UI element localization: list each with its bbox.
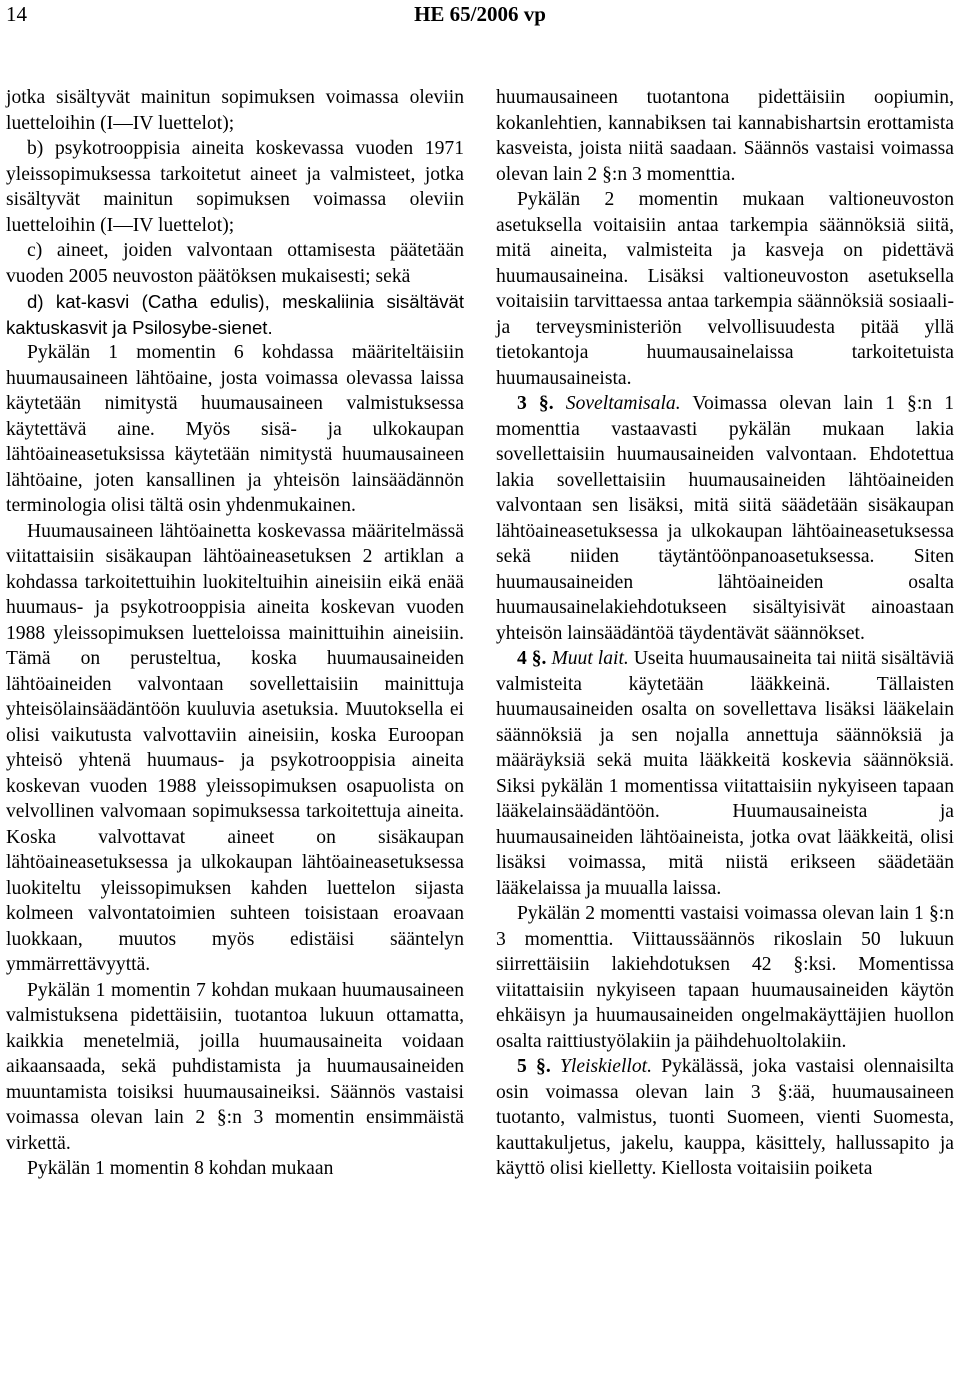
section-number: 4 §. — [517, 648, 547, 669]
page-number: 14 — [6, 2, 27, 26]
section-title: Yleiskiellot. — [560, 1056, 652, 1077]
section-text: Voimassa olevan lain 1 §:n 1 momenttia vastaavasti pykälän mukaan lakia sovellettaisiin huumausaineiden valvontaan. Ehdotettua lakia sovellettaisiin huumausaineiden lähtöaineiden valvontaan sen lisäksi, mitä siitä säädetään sisäkaupan lähtöaineasetuksessa ja ulkokaupan lähtöaineasetuksessa sekä niiden täytäntöönpanoasetuksessa. Siten huumausaineiden lähtöaineiden osalta huumausainelakiehdotukseen sisältyisivät ainoastaan yhteisön lainsäädäntöä täydentävät säännökset. — [496, 393, 955, 644]
right-column — [496, 85, 954, 1182]
paragraph: jotka sisältyvät mainitun sopimuksen voimassa oleviin luetteloihin (I—IV luettelot); — [6, 87, 464, 134]
paragraph: Huumausaineen lähtöainetta koskevassa määritelmässä viitattaisiin sisäkaupan lähtöaineasetuksen 2 artiklan a kohdassa tarkoitettuihin luokiteltuihin aineisiin eikä enää huumaus- ja psykotrooppisia aineita koskevan vuoden 1988 yleissopimuksen luetteloissa mainittuihin aineisiin. Tämä on perusteltua, koska huumausaineiden lähtöaineiden valvontaan sovellettaisiin mainittuja yhteisölainsäädäntöön kuuluvia asetuksia. Muutoksella ei olisi vaikutusta valvottaviin aineisiin, koska Euroopan yhteisö yhtenä huumaus- ja psykotrooppisia aineita koskevan vuoden 1988 yleissopimuksen osapuolista on velvollinen valvomaan sopimuksessa tarkoitettuja aineita. Koska valvottavat aineet on sisäkaupan lähtöaineasetuksessa ja ulkokaupan lähtöaineasetuksessa luokiteltu yleissopimuksen kahden luettelon sijasta kolmeen valvontatoimien suhteen toisistaan eroavaan luokkaan, muutos myös edistäisi sääntelyn ymmärrettävyyttä. — [6, 520, 464, 975]
paragraph: Pykälän 1 momentin 8 kohdan mukaan — [27, 1158, 334, 1179]
section-title: Soveltamisala. — [565, 393, 681, 414]
document-id: HE 65/2006 vp — [414, 2, 546, 26]
section-4 — [496, 646, 954, 901]
page-header — [0, 0, 960, 40]
section-5 — [496, 1054, 954, 1182]
paragraph: Pykälän 2 momentin mukaan valtioneuvoston asetuksella voitaisiin antaa tarkempia säännöksiä siitä, mitä aineita, valmisteita ja kasveja on pidettävä huumausaineina. Lisäksi valtioneuvoston asetuksella voitaisiin tarvittaessa antaa tarkempia säännöksiä sosiaali- ja terveysministeriön velvollisuudesta pitää yllä tietokantoja huumausainelaissa tarkoitetuista huumausaineista. — [496, 189, 954, 389]
paragraph: d) kat-kasvi (Catha edulis), meskaliinia sisältävät kaktuskasvit ja Psilosybe-sienet. — [6, 291, 464, 338]
section-text: Useita huumausaineita tai niitä sisältäviä valmisteita käytetään lääkkeinä. Tällaisten huumausaineiden osalta on sovellettava lisäksi lääkelain säännöksiä ja sen nojalla annettuja säännöksiä ja määräyksiä sekä muita lääkkeitä koskevia säännöksiä. Siksi pykälän 1 momentissa viitattaisiin nykyiseen tapaan lääkelainsäädäntöön. Huumausaineista ja huumausaineiden lähtöaineista, jotka ovat lääkkeitä, olisi lisäksi voimassa, mitä niistä erikseen säädetään lääkelaissa ja muualla laissa. — [496, 648, 954, 899]
section-number: 3 §. — [517, 393, 554, 414]
paragraph: c) aineet, joiden valvontaan ottamisesta päätetään vuoden 2005 neuvoston päätöksen mukaisesti; sekä — [6, 240, 464, 287]
paragraph: b) psykotrooppisia aineita koskevassa vuoden 1971 yleissopimuksessa tarkoitetut aineet ja valmisteet, jotka sisältyvät mainitun sopimuksen voimassa oleviin luetteloihin (I—IV luettelot); — [6, 138, 464, 236]
paragraph: Pykälän 1 momentin 6 kohdassa määriteltäisiin huumausaineen lähtöaine, josta voimassa olevassa laissa käytetään nimitystä huumausaineen valmistuksessa käytettävä aine. Myös sisä- ja ulkokaupan lähtöaineasetuksissa käytetään nimitystä huumausaineen lähtöaine, joten kansallinen ja yhteisön lainsäädännön terminologia olisi tältä osin yhdenmukainen. — [6, 342, 464, 516]
paragraph: Pykälän 2 momentti vastaisi voimassa olevan lain 1 §:n 3 momenttia. Viittaussäännös rikoslain 50 lukuun siirrettäisiin lakiehdotuksen 42 §:ksi. Momentissa viitattaisiin nykyiseen tapaan huumausaineiden käytön ehkäisyn ja huumausaineiden ongelmakäyttäjien huollon osalta raittiustyölakiin ja päihdehuoltolakiin. — [496, 903, 954, 1052]
section-text: Pykälässä, joka vastaisi olennaisilta osin voimassa olevan lain 3 §:ää, huumausaineen tuotanto, valmistus, tuonti Suomeen, vienti Suomesta, kauttakuljetus, jakelu, kauppa, käsittely, hallussapito ja käyttö olisi kielletty. Kiellosta voitaisiin poiketa — [496, 1056, 954, 1179]
section-title: Muut lait. — [551, 648, 629, 669]
left-column — [6, 85, 464, 1182]
section-3 — [496, 391, 954, 646]
section-number: 5 §. — [517, 1056, 551, 1077]
paragraph: huumausaineen tuotantona pidettäisiin oopiumin, kokanlehtien, kannabiksen tai kannabishartsin erottamista kasveista, joista niitä saadaan. Säännös vastaisi voimassa olevan lain 2 §:n 3 momenttia. — [496, 87, 954, 185]
paragraph: Pykälän 1 momentin 7 kohdan mukaan huumausaineen valmistuksena pidettäisiin, tuotantoa lukuun ottamatta, kaikkia menetelmiä, joilla huumausaineita voidaan aikaansaada, sekä puhdistamista ja huumausaineiden muuntamista toisiksi huumausaineiksi. Säännös vastaisi voimassa olevan lain 2 §:n 3 momentin ensimmäistä virkettä. — [6, 979, 464, 1154]
